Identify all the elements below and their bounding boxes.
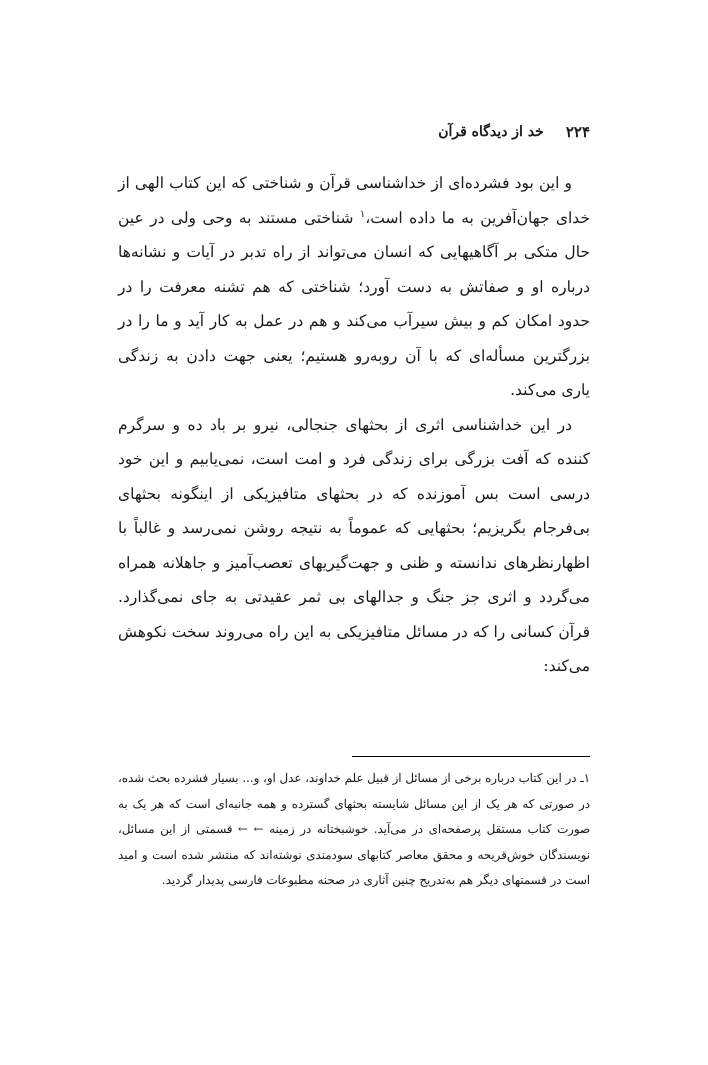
paragraph-1-part-a: و این بود فشرده‌ای از خداشناسی قرآن و شناختی که این کتاب الهی از خدای جهان‌آفرین به ما داده است، [118, 174, 590, 227]
running-header [120, 120, 590, 144]
footnote-block [118, 766, 590, 894]
footnote-marker: ۱ [359, 208, 366, 220]
footnote-text: ۱ـ در این کتاب درباره برخی از مسائل از قبیل علم خداوند، عدل او، و... بسیار فشرده بحث شده، در صورتی که هر یک از این مسائل شایسته بحثهای گسترده و همه جانبه‌ای است که هر یک به صورت کتاب مستقل پرصفحه‌ای در می‌آید. خوشبختانه در زمینه ← ← قسمتی از این مسائل، نویسندگان خوش‌قریحه و محقق معاصر کتابهای سودمندی نوشته‌اند که منتشر شده است و امید است در قسمتهای دیگر هم به‌تدریج چنین آثاری در صحنه مطبوعات فارسی پدیدار گردید. [118, 771, 590, 887]
paragraph-2: در این خداشناسی اثری از بحثهای جنجالی، نیرو بر باد ده و سرگرم کننده که آفت بزرگی برای زندگی فرد و امت است، نمی‌یابیم و این خود درسی است بس آموزنده که در بحثهای متافیزیکی از اینگونه بحثهای بی‌فرجام بگریزیم؛ بحثهایی که عموماً به نتیجه روشن نمی‌رسد و غالباً با اظهارنظرهای ندانسته و ظنی و جهت‌گیریهای تعصب‌آمیز و جاهلانه همراه می‌گردد و اثری جز جنگ و جدالهای بی ثمر عقیدتی به جای نمی‌گذارد. قرآن کسانی را که در مسائل متافیزیکی به این راه می‌روند سخت نکوهش می‌کند: [118, 415, 590, 675]
footnote-divider [352, 756, 590, 757]
running-title: خد از دیدگاه قرآن [438, 124, 544, 140]
paragraph-1-part-b: شناختی مستند به وحی ولی در عین حال متکی بر آگاهیهایی که انسان می‌تواند از راه تدبر در آیات و نشانه‌ها درباره او و صفاتش به دست آورد؛ شناختی که هم تشنه معرفت را در حدود امکان کم و بیش سیرآب می‌کند و هم در عمل به کار آید و ما را در بزرگترین مسأله‌ای که با آن روبه‌رو هستیم؛ یعنی جهت دادن به زندگی یاری می‌کند. [118, 208, 590, 399]
paragraph-1 [118, 166, 590, 408]
main-text [118, 166, 590, 684]
page-number: ۲۲۴ [565, 123, 590, 141]
